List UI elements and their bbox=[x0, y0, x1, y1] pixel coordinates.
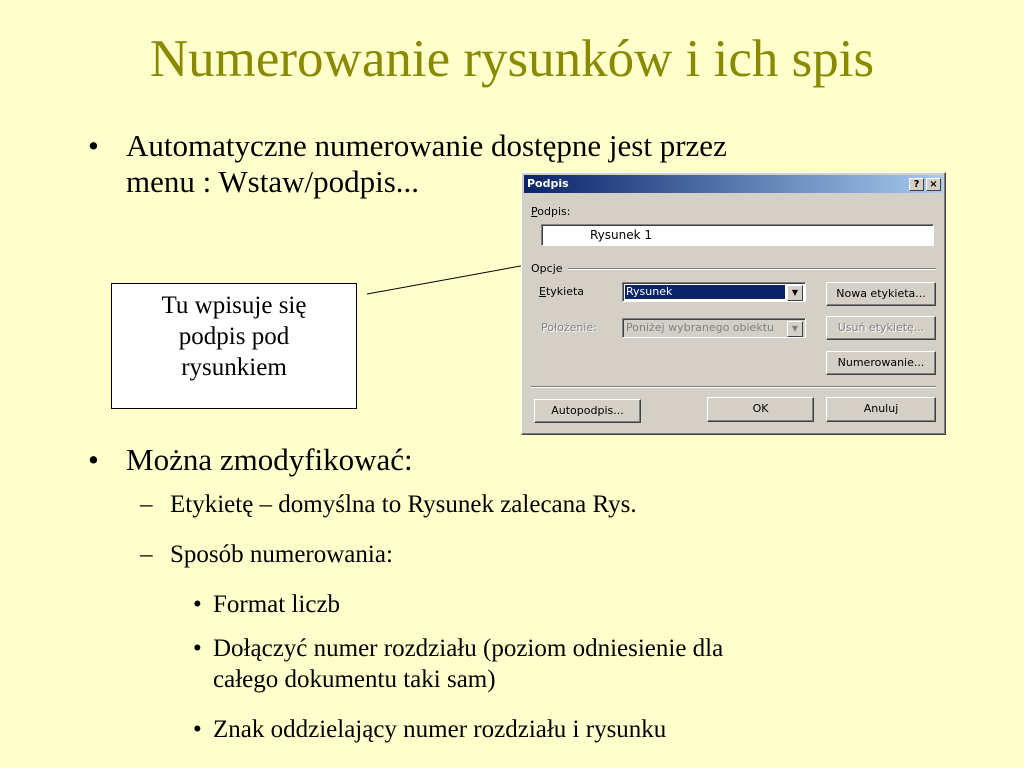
sub-bullet-numbering bbox=[140, 540, 940, 570]
label-select-value: Rysunek bbox=[625, 285, 785, 299]
dialog-title: Podpis bbox=[527, 177, 569, 190]
dialog-titlebar bbox=[524, 175, 943, 193]
sub-bullet-label bbox=[140, 490, 940, 520]
sub3b-line2: całego dokumentu taki sam) bbox=[213, 666, 496, 693]
sub3-chapter-number bbox=[193, 633, 993, 695]
sub3c-text: Znak oddzielający numer rozdziału i rysunku bbox=[213, 716, 667, 743]
ok-button[interactable] bbox=[707, 397, 814, 422]
caption-input-value: Rysunek 1 bbox=[590, 228, 653, 242]
caption-label: Podpis: bbox=[531, 205, 571, 218]
new-label-button-text: Nowa etykieta... bbox=[836, 287, 926, 300]
sub3-dot: • bbox=[193, 591, 202, 618]
sub3-number-format bbox=[193, 589, 993, 620]
cancel-button[interactable] bbox=[826, 397, 936, 422]
slide-title: Numerowanie rysunków i ich spis bbox=[149, 30, 875, 88]
help-button[interactable]: ? bbox=[909, 178, 924, 191]
numbering-button-text: Numerowanie... bbox=[837, 356, 925, 369]
sub1-text: Etykietę – domyślna to Rysunek zalecana Rys. bbox=[170, 491, 637, 518]
bullet-dot: • bbox=[88, 128, 99, 163]
bullet-dot: • bbox=[88, 442, 99, 477]
bullet1-line2: menu : Wstaw/podpis... bbox=[126, 164, 420, 199]
delete-label-button-text: Usuń etykietę... bbox=[837, 321, 925, 334]
sub3b-line1: Dołączyć numer rozdziału (poziom odniesienie dla bbox=[213, 635, 724, 662]
sub2-text: Sposób numerowania: bbox=[170, 541, 393, 568]
bullet-can-modify bbox=[88, 442, 688, 478]
ok-button-text: OK bbox=[752, 402, 769, 415]
buttons-separator bbox=[531, 386, 936, 388]
sub3a-text: Format liczb bbox=[213, 591, 341, 618]
position-label: Położenie: bbox=[541, 321, 597, 334]
chevron-down-icon[interactable]: ▼ bbox=[787, 321, 803, 337]
caption-dialog bbox=[521, 172, 946, 435]
bullet2-text: Można zmodyfikować: bbox=[126, 442, 413, 477]
sub-dash: – bbox=[140, 491, 153, 518]
close-button[interactable]: × bbox=[926, 178, 941, 191]
sub3-dot: • bbox=[193, 635, 202, 662]
sub3-separator-char bbox=[193, 714, 993, 745]
callout-line1: Tu wpisuje się bbox=[161, 292, 307, 319]
cancel-button-text: Anuluj bbox=[863, 402, 899, 415]
label-select[interactable] bbox=[622, 282, 806, 302]
position-select-value: Poniżej wybranego obiektu bbox=[626, 321, 774, 334]
numbering-button[interactable] bbox=[826, 351, 936, 375]
label-label: Etykieta bbox=[539, 285, 585, 298]
chevron-down-icon[interactable]: ▼ bbox=[787, 285, 803, 301]
autocaption-button-text: Autopodpis... bbox=[551, 404, 624, 417]
callout-line3: rysunkiem bbox=[181, 354, 287, 381]
options-group-label: Opcje bbox=[531, 262, 563, 275]
new-label-button[interactable] bbox=[826, 282, 936, 306]
delete-label-button[interactable] bbox=[826, 316, 936, 340]
callout-box bbox=[111, 283, 357, 409]
options-separator bbox=[568, 268, 936, 270]
sub-dash: – bbox=[140, 541, 153, 568]
autocaption-button[interactable] bbox=[534, 399, 641, 423]
callout-line2: podpis pod bbox=[178, 323, 290, 350]
caption-input[interactable] bbox=[541, 224, 934, 246]
position-select[interactable] bbox=[622, 318, 806, 338]
sub3-dot: • bbox=[193, 716, 202, 743]
bullet1-line1: Automatyczne numerowanie dostępne jest przez bbox=[126, 128, 727, 163]
caption-label-text: odpis: bbox=[537, 205, 571, 218]
